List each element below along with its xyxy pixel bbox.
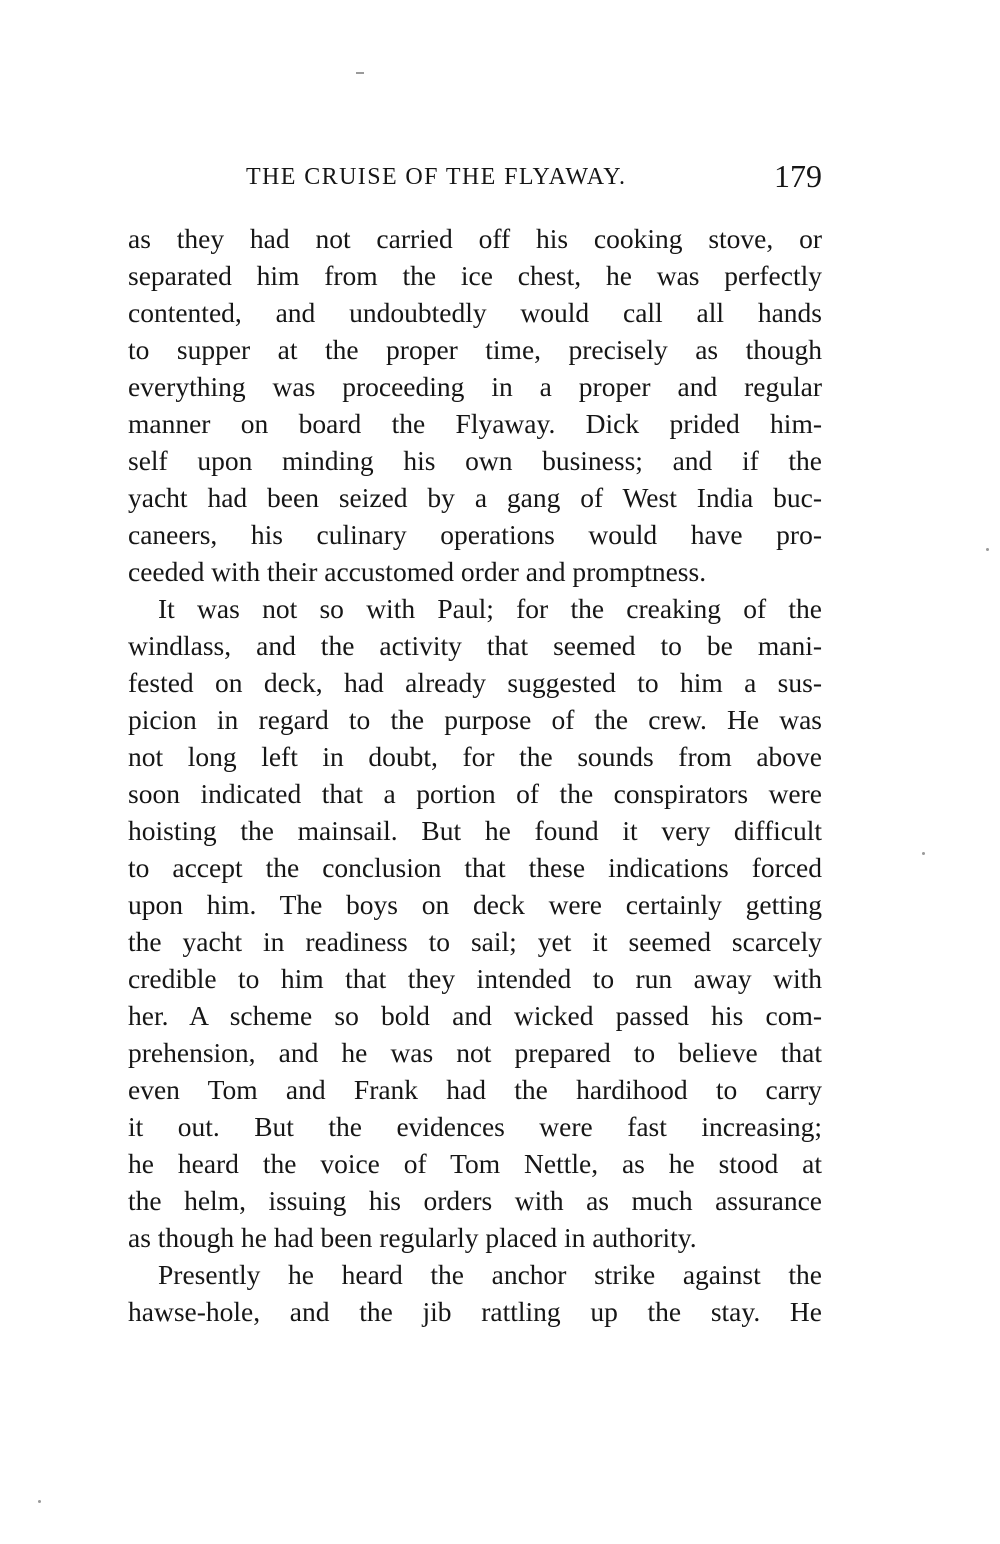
text-line: self upon minding his own business; and if the — [128, 445, 822, 476]
running-head — [128, 158, 822, 202]
paragraph-2 — [128, 590, 822, 1256]
text-line: the helm, issuing his orders with as much assurance — [128, 1185, 822, 1216]
body-text — [128, 220, 822, 1330]
text-line: as though he had been regularly placed in authority. — [128, 1222, 697, 1253]
running-title: THE CRUISE OF THE FLYAWAY. — [246, 164, 627, 190]
text-line: separated him from the ice chest, he was perfectly — [128, 260, 822, 291]
text-line: to supper at the proper time, precisely as though — [128, 334, 822, 365]
text-line: It was not so with Paul; for the creaking of the — [158, 593, 822, 624]
text-line: to accept the conclusion that these indications forced — [128, 852, 822, 883]
print-speck — [356, 72, 364, 74]
print-speck — [38, 1500, 41, 1503]
text-line: it out. But the evidences were fast increasing; — [128, 1111, 822, 1142]
text-line: the yacht in readiness to sail; yet it seemed scarcely — [128, 926, 822, 957]
text-line: everything was proceeding in a proper and regular — [128, 371, 822, 402]
print-speck — [986, 548, 989, 551]
text-line: her. A scheme so bold and wicked passed his com- — [128, 1000, 822, 1031]
text-line: even Tom and Frank had the hardihood to carry — [128, 1074, 822, 1105]
print-speck — [922, 852, 925, 855]
text-line: ceeded with their accustomed order and promptness. — [128, 556, 707, 587]
text-line: soon indicated that a portion of the conspirators were — [128, 778, 822, 809]
text-line: prehension, and he was not prepared to believe that — [128, 1037, 822, 1068]
text-line: Presently he heard the anchor strike against the — [158, 1259, 822, 1290]
text-line: upon him. The boys on deck were certainly getting — [128, 889, 822, 920]
text-line: credible to him that they intended to run away with — [128, 963, 822, 994]
text-line: fested on deck, had already suggested to him a sus- — [128, 667, 822, 698]
text-line: contented, and undoubtedly would call all hands — [128, 297, 822, 328]
text-line: as they had not carried off his cooking stove, or — [128, 223, 822, 254]
text-line: hawse-hole, and the jib rattling up the stay. He — [128, 1296, 822, 1327]
text-line: hoisting the mainsail. But he found it very difficult — [128, 815, 822, 846]
text-line: he heard the voice of Tom Nettle, as he stood at — [128, 1148, 822, 1179]
page-number: 179 — [774, 158, 822, 194]
text-line: caneers, his culinary operations would have pro- — [128, 519, 822, 550]
text-line: not long left in doubt, for the sounds from above — [128, 741, 822, 772]
text-line: yacht had been seized by a gang of West India buc- — [128, 482, 822, 513]
paragraph-1 — [128, 220, 822, 590]
text-line: manner on board the Flyaway. Dick prided him- — [128, 408, 822, 439]
text-line: picion in regard to the purpose of the crew. He was — [128, 704, 822, 735]
paragraph-3 — [128, 1256, 822, 1330]
text-line: windlass, and the activity that seemed to be mani- — [128, 630, 822, 661]
